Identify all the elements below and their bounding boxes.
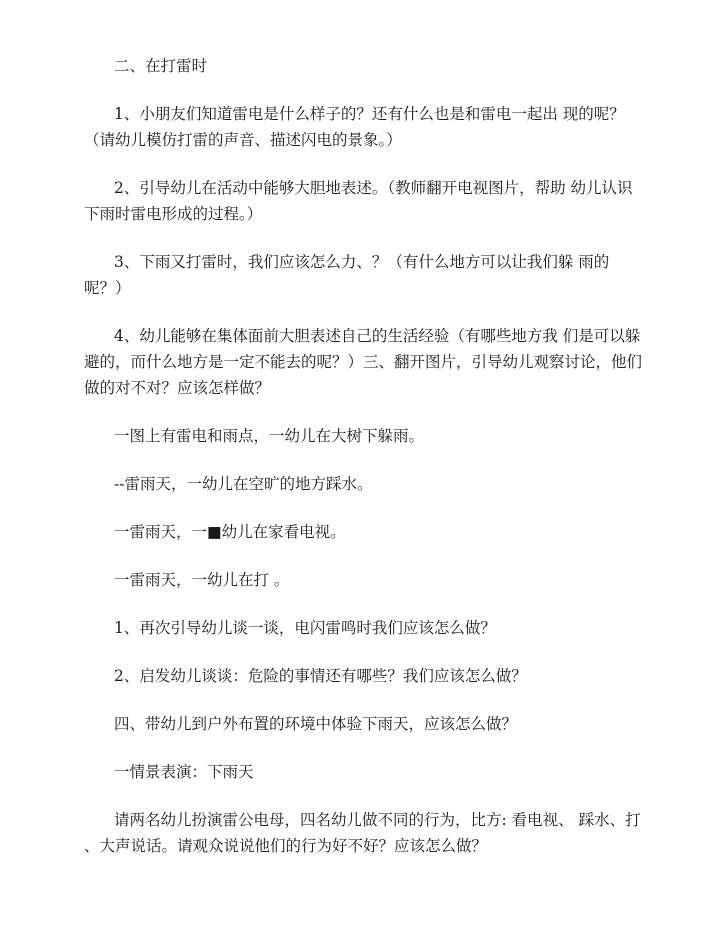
scene-line-2: --雷雨天，一幼儿在空旷的地方踩水。	[114, 475, 373, 493]
paragraph-item-1: 1、小朋友们知道雷电是什么样子的？还有什么也是和雷电一起出 现的呢？（请幼儿模仿打雷的声音、描述闪电的景象。）	[84, 105, 625, 149]
discussion-item-1: 1、再次引导幼儿谈一谈，电闪雷鸣时我们应该怎么做？	[114, 619, 496, 637]
paragraph-item-4: 4、幼儿能够在集体面前大胆表述自己的生活经验（有哪些地方我 们是可以躲避的，而什么地方是一定不能去的呢？）三、翻开图片，引导幼儿观察讨论，他们做的对不对？应该怎样做？	[84, 327, 643, 397]
scene-line-1: 一图上有雷电和雨点，一幼儿在大树下躲雨。	[114, 427, 425, 445]
section-heading-4: 四、带幼儿到户外布置的环境中体验下雨天，应该怎么做？	[114, 715, 518, 733]
scene-line-4: 一雷雨天，一幼儿在打 。	[114, 571, 290, 589]
paragraph-item-2: 2、引导幼儿在活动中能够大胆地表述。（教师翻开电视图片，帮助 幼儿认识下雨时雷电形成的过程。）	[84, 179, 633, 223]
discussion-item-2: 2、启发幼儿谈谈：危险的事情还有哪些？我们应该怎么做？	[114, 667, 527, 685]
scene-line-3: 一雷雨天，一■幼儿在家看电视。	[114, 523, 346, 541]
paragraph-item-3: 3、下雨又打雷时，我们应该怎么力、？（有什么地方可以让我们躲 雨的呢？）	[84, 253, 610, 297]
section-heading-2: 二、在打雷时	[114, 57, 208, 75]
role-play-description: 请两名幼儿扮演雷公电母，四名幼儿做不同的行为，比方: 看电视、 踩水、打 、大声说话。请观众说说他们的行为好不好？应该怎么做？	[84, 811, 641, 855]
role-play-title: 一情景表演：下雨天	[114, 763, 254, 781]
